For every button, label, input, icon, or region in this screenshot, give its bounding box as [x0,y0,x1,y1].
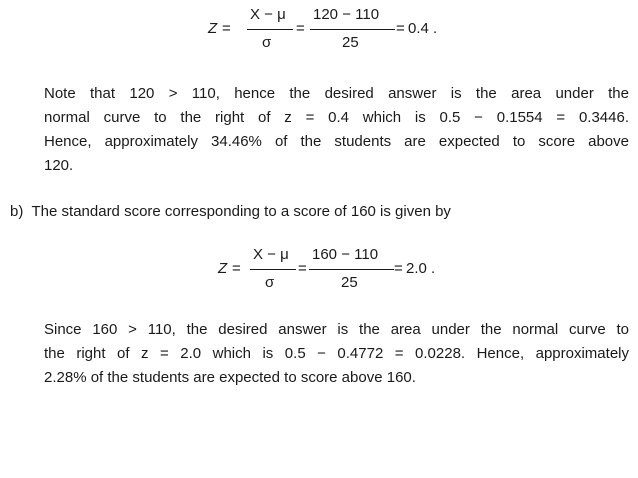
eq2-denominator-1: σ [265,274,275,291]
eq2-equals-2: = [298,260,307,277]
eq2-lhs: Z [218,260,228,277]
eq1-denominator-1: σ [262,34,272,51]
eq1-equals-3: = [396,20,405,37]
eq2-result: 2.0 . [406,260,436,277]
para2-line-3: 2.28% of the students are expected to score above 160. [44,369,416,386]
eq2-fraction-bar-2 [309,269,394,270]
eq1-denominator-2: 25 [342,34,359,51]
eq2-numerator-1: X − μ [253,246,289,263]
eq1-equals-2: = [296,20,305,37]
part-b-label: b) [10,203,24,220]
equation-z-score-b [0,240,638,300]
eq1-fraction-bar-2 [310,29,395,30]
eq2-equals-1: = [232,260,241,277]
paragraph-part-a-answer [44,82,629,178]
para2-line-2: the right of z = 2.0 which is 0.5 − 0.4772 = 0.0228. Hence, approximately [44,345,629,362]
eq2-numerator-2: 160 − 110 [312,246,379,263]
eq1-result: 0.4 . [408,20,438,37]
eq2-fraction-bar-1 [250,269,296,270]
para1-line-2: normal curve to the right of z = 0.4 which is 0.5 − 0.1554 = 0.3446. [44,109,629,126]
part-b-text: The standard score corresponding to a score of 160 is given by [31,203,451,220]
para1-line-3: Hence, approximately 34.46% of the students are expected to score above [44,133,629,150]
paragraph-part-b-answer [44,318,629,390]
eq1-lhs: Z [208,20,218,37]
para1-line-1: Note that 120 > 110, hence the desired answer is the area under the [44,85,629,102]
eq2-equals-3: = [394,260,403,277]
eq1-fraction-bar-1 [247,29,293,30]
para1-line-4: 120. [44,157,74,174]
eq1-equals-1: = [222,20,231,37]
part-b-prompt [10,200,630,224]
equation-z-score-a [0,0,638,60]
eq1-numerator-2: 120 − 110 [313,6,380,23]
eq1-numerator-1: X − μ [250,6,286,23]
eq2-denominator-2: 25 [341,274,358,291]
para2-line-1: Since 160 > 110, the desired answer is the area under the normal curve to [44,321,629,338]
